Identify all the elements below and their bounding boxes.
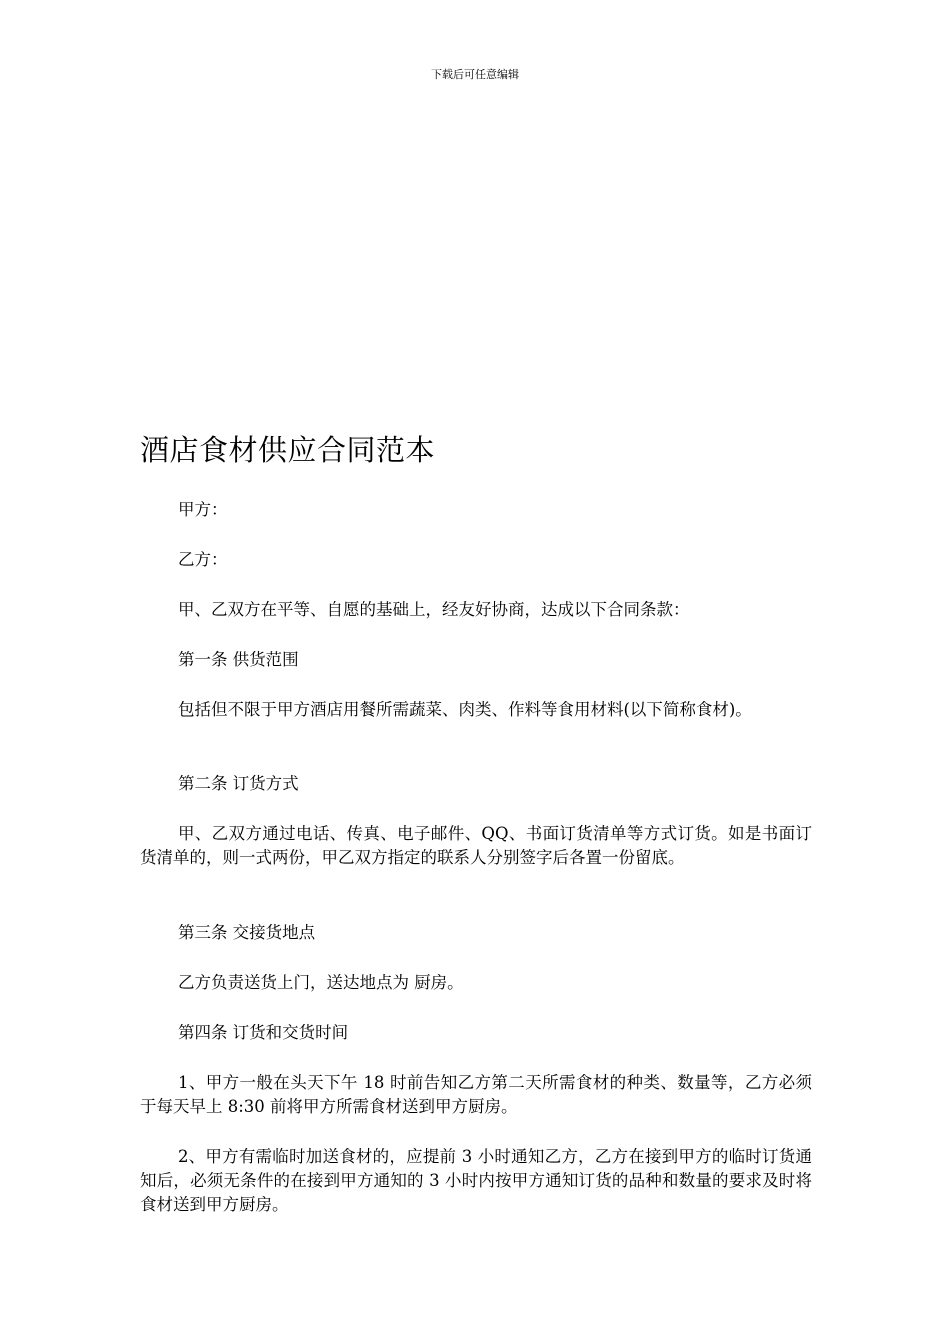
article-1-heading: [140, 648, 812, 672]
paragraph-text: 甲方：: [177, 500, 228, 519]
paragraph-text: 甲、乙双方通过电话、传真、电子邮件、QQ、书面订货清单等方式订货。如是书面订货清单的，则一式两份，甲乙双方指定的联系人分别签字后各置一份留底。: [140, 824, 812, 867]
paragraph-party-b: [140, 548, 812, 572]
paragraph-text: 第三条 交接货地点: [177, 923, 316, 942]
article-1-body: [140, 698, 812, 722]
paragraph-text: 乙方：: [177, 550, 228, 569]
article-3-body: [140, 971, 812, 995]
article-2-body: [140, 822, 812, 870]
paragraph-text: 第一条 供货范围: [177, 650, 299, 669]
paragraph-party-a: [140, 498, 812, 522]
paragraph-text: 第二条 订货方式: [177, 774, 299, 793]
paragraph-text: 2、甲方有需临时加送食材的，应提前 3 小时通知乙方，乙方在接到甲方的临时订货通知后，必须无条件的在接到甲方通知的 3 小时内按甲方通知订货的品种和数量的要求及时将食材送到甲方厨房。: [140, 1147, 812, 1214]
article-3-heading: [140, 921, 812, 945]
paragraph-text: 甲、乙双方在平等、自愿的基础上，经友好协商，达成以下合同条款：: [177, 600, 690, 619]
paragraph-text: 乙方负责送货上门，送达地点为 厨房。: [177, 973, 464, 992]
header-note: 下载后可任意编辑: [431, 68, 519, 81]
paragraph-text: 第四条 订货和交货时间: [177, 1023, 349, 1042]
paragraph-text: 1、甲方一般在头天下午 18 时前告知乙方第二天所需食材的种类、数量等，乙方必须于每天早上 8:30 前将甲方所需食材送到甲方厨房。: [140, 1073, 812, 1116]
paragraph-preamble: [140, 598, 812, 622]
document-title: 酒店食材供应合同范本: [140, 433, 436, 467]
article-4-clause-2: [140, 1145, 812, 1217]
article-4-heading: [140, 1021, 812, 1045]
article-4-clause-1: [140, 1071, 812, 1119]
article-2-heading: [140, 772, 812, 796]
paragraph-text: 包括但不限于甲方酒店用餐所需蔬菜、肉类、作料等食用材料(以下简称食材)。: [177, 700, 752, 719]
